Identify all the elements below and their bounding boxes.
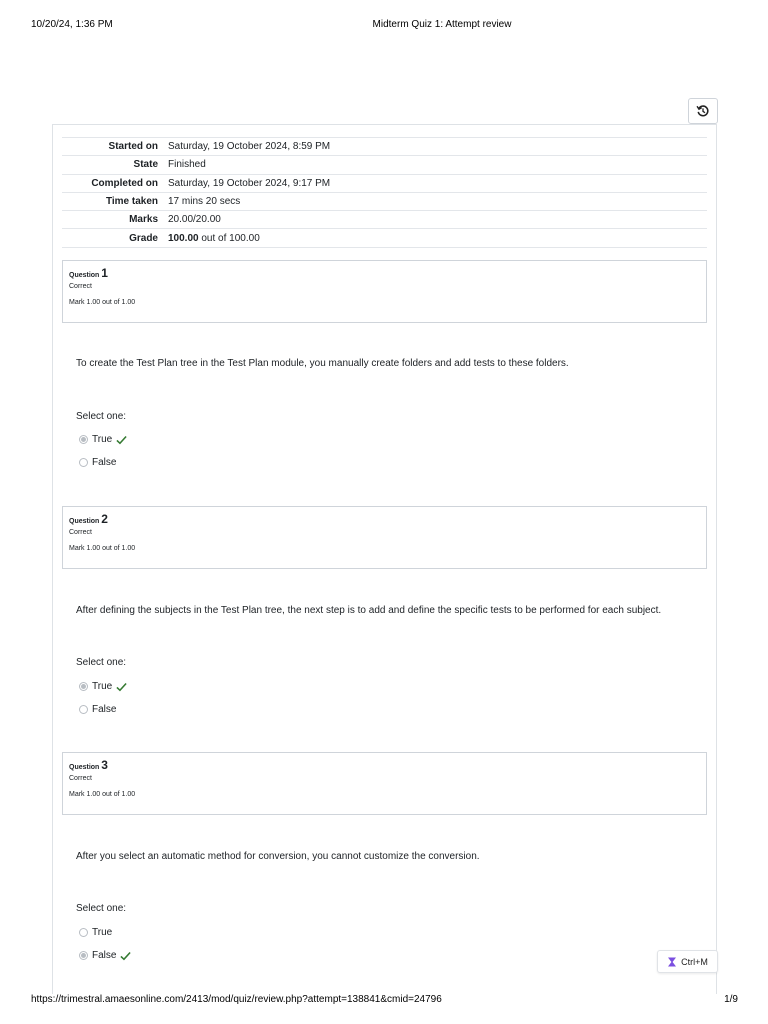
radio-unchecked[interactable] <box>79 928 88 937</box>
summary-value: 17 mins 20 secs <box>168 196 241 208</box>
question-info-2 <box>62 506 707 569</box>
question-number <box>69 266 700 280</box>
answer-label: False <box>92 950 117 961</box>
radio-unchecked[interactable] <box>79 458 88 467</box>
summary-label: Grade <box>129 232 158 244</box>
correct-check-icon <box>120 951 131 961</box>
select-one-prompt: Select one: <box>76 657 127 668</box>
correct-check-icon <box>116 682 127 692</box>
print-title: Midterm Quiz 1: Attempt review <box>372 19 512 30</box>
summary-value: Saturday, 19 October 2024, 8:59 PM <box>168 141 331 153</box>
question-text-1: To create the Test Plan tree in the Test Plan module, you manually create folders and add tests to these folders. <box>76 358 569 369</box>
shortcut-button[interactable] <box>657 950 718 973</box>
radio-checked[interactable] <box>79 682 88 691</box>
summary-label: Marks <box>129 214 158 226</box>
grade-score: 100.00 <box>168 232 199 244</box>
question-number <box>69 512 700 526</box>
answer-label: True <box>92 681 113 692</box>
summary-row-started <box>62 138 707 156</box>
attempt-summary-table <box>62 137 707 248</box>
question-num: 3 <box>101 758 108 772</box>
print-header <box>0 19 768 33</box>
radio-checked[interactable] <box>79 435 88 444</box>
radio-unchecked[interactable] <box>79 705 88 714</box>
hourglass-icon <box>667 957 677 967</box>
summary-row-completed <box>62 174 707 192</box>
answer-option-true[interactable] <box>79 434 127 445</box>
question-state: Correct <box>69 529 92 536</box>
print-date: 10/20/24, 1:36 PM <box>31 19 113 30</box>
select-one-prompt: Select one: <box>76 903 127 914</box>
summary-label: Completed on <box>91 177 158 189</box>
answer-option-false[interactable] <box>79 457 116 468</box>
question-num: 2 <box>101 512 108 526</box>
correct-check-icon <box>116 435 127 445</box>
answer-option-true[interactable] <box>79 681 127 692</box>
radio-checked[interactable] <box>79 951 88 960</box>
question-state: Correct <box>69 283 92 290</box>
question-label: Question <box>69 272 102 279</box>
summary-value <box>165 229 707 247</box>
question-num: 1 <box>101 266 108 280</box>
summary-row-grade <box>62 229 707 247</box>
summary-value: Saturday, 19 October 2024, 9:17 PM <box>168 177 331 189</box>
answer-option-false[interactable] <box>79 704 116 715</box>
history-button[interactable] <box>688 98 718 124</box>
answer-label: True <box>92 434 113 445</box>
shortcut-label: Ctrl+M <box>681 956 708 967</box>
summary-label: Started on <box>108 141 158 153</box>
answer-label: False <box>92 704 117 715</box>
grade-total: out of 100.00 <box>198 232 260 244</box>
select-one-prompt: Select one: <box>76 411 127 422</box>
summary-label: State <box>133 159 158 171</box>
summary-row-state <box>62 156 707 174</box>
question-label: Question <box>69 764 102 771</box>
print-page-number: 1/9 <box>724 994 738 1005</box>
print-url: https://trimestral.amaesonline.com/2413/mod/quiz/review.php?attempt=138841&cmid=24796 <box>31 994 442 1005</box>
answer-option-true[interactable] <box>79 927 112 938</box>
question-label: Question <box>69 518 102 525</box>
history-icon <box>696 104 710 118</box>
summary-value: 20.00/20.00 <box>168 214 221 226</box>
question-info-1 <box>62 260 707 323</box>
answer-option-false[interactable] <box>79 950 131 961</box>
answer-label: True <box>92 927 113 938</box>
question-grade: Mark 1.00 out of 1.00 <box>69 545 136 552</box>
question-state: Correct <box>69 775 92 782</box>
question-text-2: After defining the subjects in the Test Plan tree, the next step is to add and define the specific tests to be performed for each subject. <box>76 605 662 616</box>
question-info-3 <box>62 752 707 815</box>
summary-label: Time taken <box>105 196 158 208</box>
question-grade: Mark 1.00 out of 1.00 <box>69 299 136 306</box>
summary-row-time <box>62 192 707 210</box>
question-text-3: After you select an automatic method for conversion, you cannot customize the conversion. <box>76 851 480 862</box>
summary-value: Finished <box>168 159 206 171</box>
answer-label: False <box>92 457 117 468</box>
question-grade: Mark 1.00 out of 1.00 <box>69 791 136 798</box>
question-number <box>69 758 700 772</box>
summary-row-marks <box>62 211 707 229</box>
